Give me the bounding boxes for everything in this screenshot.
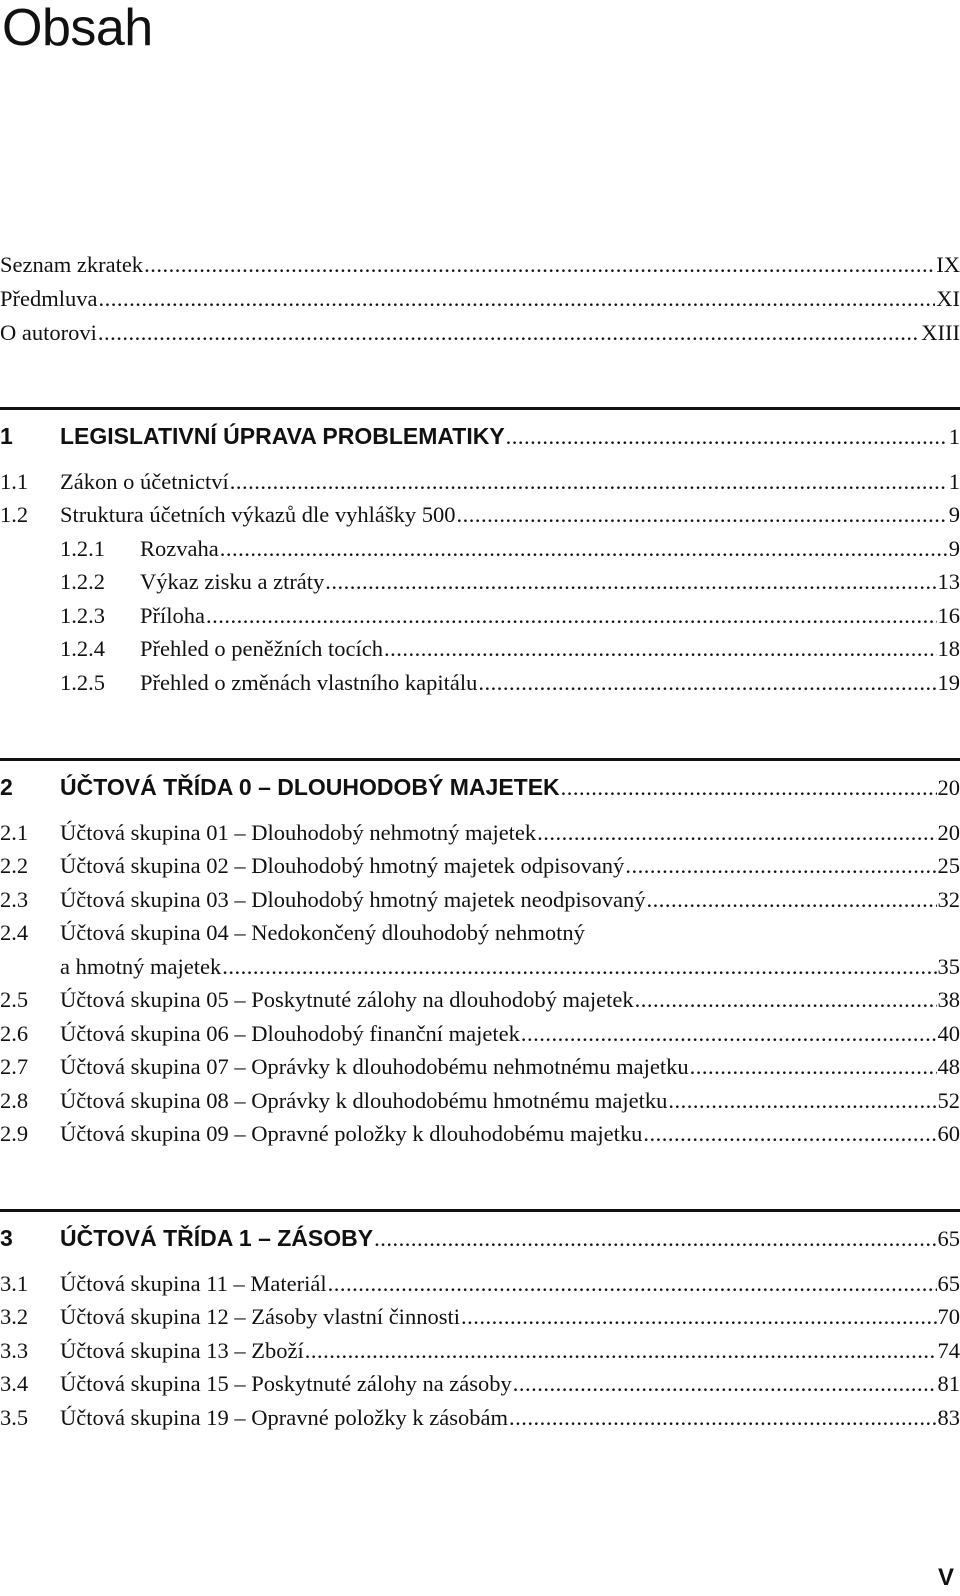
toc-entry-page: 25	[937, 853, 960, 878]
toc-entry[interactable]	[0, 1121, 960, 1155]
toc-entry-label: Účtová skupina 15 – Poskytnuté zálohy na zásoby	[60, 1371, 512, 1396]
leader-dots	[325, 569, 936, 595]
toc-entry-page: 60	[937, 1121, 960, 1146]
toc-entry-page: 20	[937, 819, 960, 845]
toc-entry-number: 2.1	[0, 819, 29, 845]
toc-entry-label: Účtová skupina 13 – Zboží	[60, 1337, 304, 1363]
leader-dots	[144, 252, 935, 278]
toc-entry[interactable]	[0, 987, 960, 1021]
toc-entry-label: Účtová skupina 06 – Dlouhodobý finanční majetek	[60, 1020, 520, 1046]
chapter-number: 2	[0, 774, 13, 800]
leader-dots	[506, 424, 948, 450]
toc-entry-page: 81	[937, 1371, 960, 1396]
toc-entry[interactable]	[0, 286, 960, 320]
toc-entry-page: 19	[937, 669, 960, 695]
toc-entry-page: 9	[948, 535, 960, 561]
toc-entry-label-continued: a hmotný majetek	[60, 953, 222, 979]
chapter-rule	[0, 407, 960, 410]
toc-entry[interactable]	[0, 820, 960, 854]
chapter-rule	[0, 758, 960, 761]
toc-entry-page: 32	[937, 886, 960, 912]
toc-entry[interactable]	[0, 670, 960, 704]
leader-dots	[643, 1121, 936, 1147]
toc-entry-number: 2.7	[0, 1054, 29, 1079]
toc-chapter-heading[interactable]	[0, 1225, 960, 1259]
leader-dots	[384, 636, 936, 662]
toc-entry-continuation[interactable]	[0, 954, 960, 988]
toc-entry-number: 3.1	[0, 1270, 29, 1296]
toc-entry[interactable]	[0, 1021, 960, 1055]
toc-entry-page: 16	[937, 602, 960, 628]
toc-entry[interactable]	[0, 536, 960, 570]
leader-dots	[509, 1405, 936, 1431]
toc-entry[interactable]	[0, 1271, 960, 1305]
toc-entry-page: 70	[937, 1304, 960, 1329]
leader-dots	[690, 1054, 937, 1080]
toc-chapter-3	[0, 1209, 960, 1438]
chapter-page: 1	[948, 424, 960, 449]
toc-entry-label: Účtová skupina 08 – Oprávky k dlouhodobému hmotnému majetku	[60, 1087, 668, 1113]
toc-entry[interactable]	[0, 320, 960, 354]
toc-entry-label: Účtová skupina 12 – Zásoby vlastní činnosti	[60, 1304, 460, 1329]
toc-entry-number: 3.2	[0, 1304, 29, 1329]
toc-entry-number: 1.2.4	[60, 636, 105, 661]
toc-entry-label: Účtová skupina 04 – Nedokončený dlouhodobý nehmotný	[60, 920, 585, 945]
leader-dots	[635, 987, 937, 1013]
toc-entry-label: O autorovi	[0, 320, 97, 345]
toc-entry-page: 1	[948, 468, 960, 494]
toc-chapter-2	[0, 758, 960, 1155]
toc-entry[interactable]	[0, 1338, 960, 1372]
toc-entry-label: Účtová skupina 03 – Dlouhodobý hmotný majetek neodpisovaný	[60, 886, 646, 912]
toc-entry-page: 35	[937, 953, 960, 979]
leader-dots	[230, 469, 948, 495]
toc-entry-label: Účtová skupina 11 – Materiál	[60, 1270, 327, 1296]
toc-entry-number: 3.4	[0, 1371, 29, 1396]
toc-entry-label: Struktura účetních výkazů dle vyhlášky 500	[60, 502, 456, 527]
leader-dots	[328, 1271, 937, 1297]
toc-entry[interactable]	[0, 469, 960, 503]
leader-dots	[305, 1338, 937, 1364]
leader-dots	[537, 820, 936, 846]
toc-entry-number: 2.5	[0, 987, 29, 1012]
toc-entry[interactable]	[0, 1304, 960, 1338]
toc-entry[interactable]	[0, 1054, 960, 1088]
toc-entry[interactable]	[0, 569, 960, 603]
toc-entry-page: 18	[937, 636, 960, 661]
toc-entry-page: 74	[937, 1337, 960, 1363]
toc-entry-number: 2.2	[0, 853, 29, 878]
leader-dots	[374, 1226, 936, 1252]
toc-entry-label: Účtová skupina 19 – Opravné položky k zásobám	[60, 1404, 509, 1430]
toc-entry-page: 13	[937, 569, 960, 594]
toc-entry-label: Přehled o změnách vlastního kapitálu	[140, 669, 478, 695]
toc-entry[interactable]	[0, 887, 960, 921]
toc-entry[interactable]	[0, 1088, 960, 1122]
page-title: Obsah	[2, 0, 153, 57]
chapter-number: 1	[0, 423, 13, 449]
page-number: V	[937, 1564, 954, 1591]
toc-entry-number: 2.3	[0, 886, 29, 912]
toc-entry-page: 9	[948, 502, 960, 527]
toc-entry-page: IX	[936, 252, 960, 277]
chapter-page: 65	[937, 1226, 960, 1251]
toc-entry-page: 65	[937, 1270, 960, 1296]
toc-entry-number: 1.2.5	[60, 669, 105, 695]
leader-dots	[206, 603, 937, 629]
toc-entry-label: Účtová skupina 01 – Dlouhodobý nehmotný majetek	[60, 819, 537, 845]
leader-dots	[98, 320, 920, 346]
leader-dots	[461, 1304, 937, 1330]
toc-entry-number: 1.2.2	[60, 569, 105, 594]
toc-entry-page: 48	[937, 1054, 960, 1079]
leader-dots	[222, 954, 936, 980]
toc-entry-label: Účtová skupina 02 – Dlouhodobý hmotný majetek odpisovaný	[60, 853, 625, 878]
toc-entry[interactable]	[0, 1371, 960, 1405]
toc-entry-number: 3.5	[0, 1404, 29, 1430]
leader-dots	[561, 775, 937, 801]
leader-dots	[668, 1088, 936, 1114]
toc-entry[interactable]	[0, 603, 960, 637]
toc-entry-page: 40	[937, 1020, 960, 1046]
toc-entry[interactable]	[0, 1405, 960, 1439]
toc-entry-number: 1.2.1	[60, 535, 105, 561]
toc-entry-label: Seznam zkratek	[0, 252, 144, 277]
toc-entry[interactable]	[0, 502, 960, 536]
toc-entry-label: Rozvaha	[140, 535, 219, 561]
leader-dots	[98, 286, 935, 312]
toc-entry-number: 1.1	[0, 468, 29, 494]
leader-dots	[521, 1021, 937, 1047]
leader-dots	[478, 670, 936, 696]
toc-chapter-heading[interactable]	[0, 423, 960, 457]
toc-entry[interactable]	[0, 252, 960, 286]
toc-entry-label: Předmluva	[0, 286, 98, 311]
toc-entry-page: XI	[936, 286, 960, 311]
toc-entry[interactable]	[0, 636, 960, 670]
chapter-title: LEGISLATIVNÍ ÚPRAVA PROBLEMATIKY	[60, 423, 505, 449]
toc-entry-number: 2.6	[0, 1020, 29, 1046]
chapter-title: ÚČTOVÁ TŘÍDA 0 – DLOUHODOBÝ MAJETEK	[60, 774, 560, 800]
toc-entry-label: Zákon o účetnictví	[60, 468, 229, 494]
toc-entry-number: 2.4	[0, 920, 29, 945]
toc-entry-number: 2.8	[0, 1087, 29, 1113]
toc-entry-first-line[interactable]	[0, 920, 960, 954]
toc-entry-page: 83	[937, 1404, 960, 1430]
toc-entry-label: Přehled o peněžních tocích	[140, 636, 384, 661]
toc-entry-page: 52	[937, 1087, 960, 1113]
toc-entry-label: Výkaz zisku a ztráty	[140, 569, 325, 594]
leader-dots	[220, 536, 948, 562]
leader-dots	[625, 853, 936, 879]
toc-entry-label: Příloha	[140, 602, 205, 628]
toc-entry-number: 1.2	[0, 502, 29, 527]
toc-chapter-heading[interactable]	[0, 774, 960, 808]
toc-entry-label: Účtová skupina 05 – Poskytnuté zálohy na dlouhodobý majetek	[60, 987, 634, 1012]
toc-entry-label: Účtová skupina 09 – Opravné položky k dlouhodobému majetku	[60, 1121, 643, 1146]
toc-entry-page: 38	[937, 987, 960, 1012]
toc-entry-label: Účtová skupina 07 – Oprávky k dlouhodobému nehmotnému majetku	[60, 1054, 689, 1079]
toc-entry[interactable]	[0, 853, 960, 887]
chapter-title: ÚČTOVÁ TŘÍDA 1 – ZÁSOBY	[60, 1225, 374, 1251]
leader-dots	[647, 887, 937, 913]
toc-entry-number: 2.9	[0, 1121, 29, 1146]
toc-entry-number: 3.3	[0, 1337, 29, 1363]
toc-entry-number: 1.2.3	[60, 602, 105, 628]
leader-dots	[513, 1371, 937, 1397]
chapter-rule	[0, 1209, 960, 1212]
chapter-page: 20	[937, 775, 960, 800]
toc-front-matter	[0, 252, 960, 354]
toc-chapter-1	[0, 407, 960, 703]
leader-dots	[457, 502, 948, 528]
chapter-number: 3	[0, 1225, 13, 1251]
toc-entry-page: XIII	[921, 320, 960, 345]
